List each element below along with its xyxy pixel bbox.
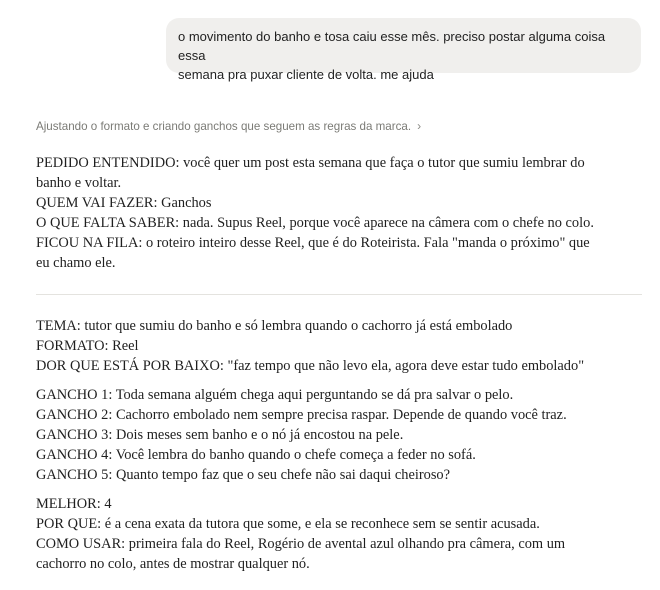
- melhor-line: MELHOR: 4: [36, 496, 112, 512]
- dor-line: DOR QUE ESTÁ POR BAIXO: "faz tempo que não levo ela, agora deve estar tudo embolado": [36, 358, 585, 374]
- user-message-line: o movimento do banho e tosa caiu esse mês. preciso postar alguma coisa essa: [178, 29, 606, 63]
- thinking-summary-toggle[interactable]: [36, 117, 421, 135]
- gancho-item: GANCHO 4: Você lembra do banho quando o chefe começa a feder no sofá.: [36, 447, 476, 463]
- chevron-right-icon: ›: [417, 119, 422, 133]
- user-message-line: semana pra puxar cliente de volta. me ajuda: [178, 67, 434, 82]
- o-que-falta-line: O QUE FALTA SABER: nada. Supus Reel, porque você aparece na câmera com o chefe no colo.: [36, 215, 594, 231]
- user-message-bubble: [166, 18, 641, 82]
- pedido-entendido-line: banho e voltar.: [36, 175, 122, 191]
- formato-line: FORMATO: Reel: [36, 338, 139, 354]
- como-usar-line: COMO USAR: primeira fala do Reel, Rogério de avental azul olhando pra câmera, com um: [36, 536, 566, 552]
- ganchos-list: [36, 385, 646, 485]
- quem-vai-fazer-line: QUEM VAI FAZER: Ganchos: [36, 195, 212, 211]
- ficou-na-fila-line: eu chamo ele.: [36, 255, 116, 271]
- tema-line: TEMA: tutor que sumiu do banho e só lembra quando o cachorro já está embolado: [36, 318, 513, 334]
- section-divider: [36, 294, 642, 295]
- thinking-summary-label: Ajustando o formato e criando ganchos que seguem as regras da marca.: [36, 120, 412, 133]
- pedido-entendido-line: PEDIDO ENTENDIDO: você quer um post esta semana que faça o tutor que sumiu lembrar do: [36, 155, 585, 171]
- ficou-na-fila-line: FICOU NA FILA: o roteiro inteiro desse Reel, que é do Roteirista. Fala "manda o próximo" que: [36, 235, 590, 251]
- por-que-line: POR QUE: é a cena exata da tutora que some, e ela se reconhece sem se sentir acusada.: [36, 516, 540, 532]
- gancho-item: GANCHO 1: Toda semana alguém chega aqui perguntando se dá pra salvar o pelo.: [36, 387, 514, 403]
- gancho-item: GANCHO 5: Quanto tempo faz que o seu chefe não sai daqui cheiroso?: [36, 467, 451, 483]
- como-usar-line: cachorro no colo, antes de mostrar qualquer nó.: [36, 556, 310, 572]
- response-summary-block: [36, 153, 646, 273]
- recommendation-block: [36, 494, 646, 574]
- brief-block: [36, 316, 646, 376]
- gancho-item: GANCHO 2: Cachorro embolado nem sempre precisa raspar. Depende de quando você traz.: [36, 407, 567, 423]
- gancho-item: GANCHO 3: Dois meses sem banho e o nó já encostou na pele.: [36, 427, 404, 443]
